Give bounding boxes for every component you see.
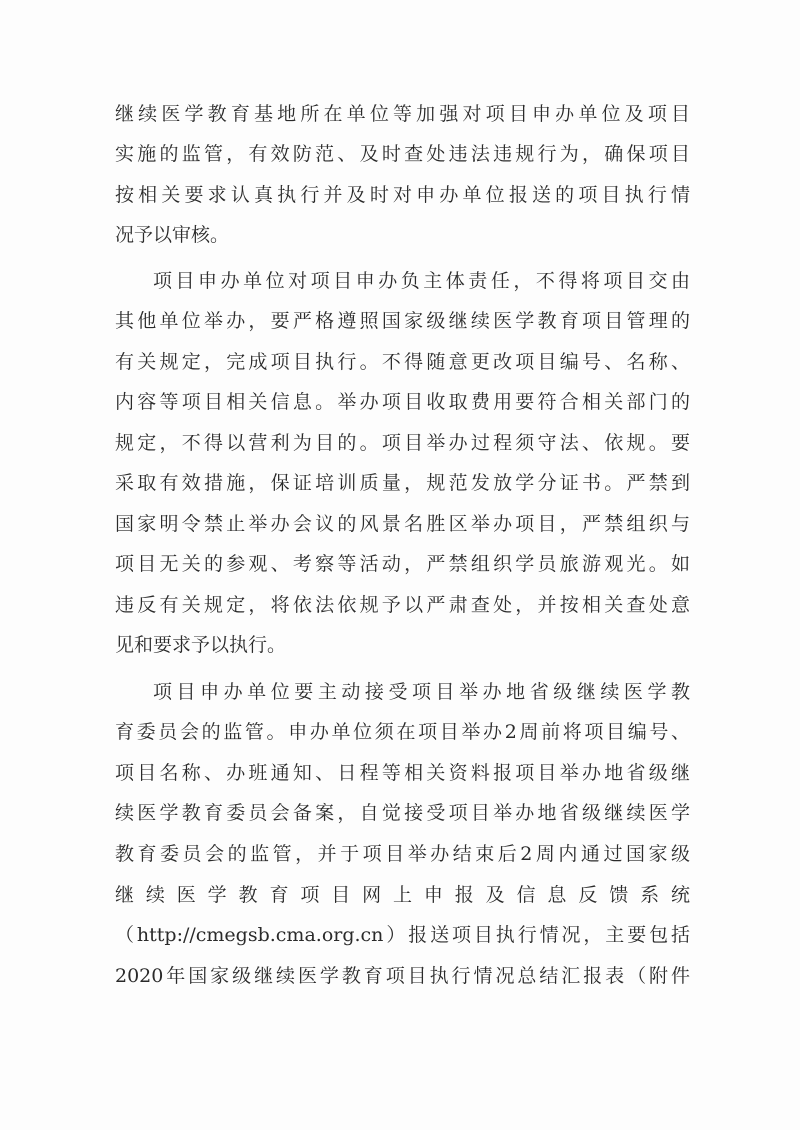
paragraph-3-line-4: 续医学教育委员会备案，自觉接受项目举办地省级继续医学 xyxy=(115,802,690,824)
paragraph-3-line-1: 项目申办单位要主动接受项目举办地省级继续医学教 xyxy=(153,681,690,703)
paragraph-3-line-7: （http://cmegsb.cma.org.cn）报送项目执行情况，主要包括 xyxy=(115,924,690,946)
paragraph-3-line-2: 育委员会的监管。申办单位须在项目举办2周前将项目编号、 xyxy=(115,721,690,743)
paragraph-2-line-8: 项目无关的参观、考察等活动，严禁组织学员旅游观光。如 xyxy=(115,553,690,575)
paragraph-2-line-5: 规定，不得以营利为目的。项目举办过程须守法、依规。要 xyxy=(115,432,690,454)
paragraph-2-line-2: 其他单位举办，要严格遵照国家级继续医学教育项目管理的 xyxy=(115,310,690,332)
paragraph-3-line-6: 继续医学教育项目网上申报及信息反馈系统 xyxy=(115,884,690,906)
paragraph-1-line-3: 按相关要求认真执行并及时对申办单位报送的项目执行情 xyxy=(115,184,690,206)
paragraph-1-line-1: 继续医学教育基地所在单位等加强对项目申办单位及项目 xyxy=(115,103,690,125)
paragraph-3-line-5: 教育委员会的监管，并于项目举办结束后2周内通过国家级 xyxy=(115,843,690,865)
paragraph-1-line-4: 况予以审核。 xyxy=(115,224,230,246)
paragraph-2-line-4: 内容等项目相关信息。举办项目收取费用要符合相关部门的 xyxy=(115,391,690,413)
paragraph-2-line-3: 有关规定，完成项目执行。不得随意更改项目编号、名称、 xyxy=(115,351,690,373)
paragraph-2-line-7: 国家明令禁止举办会议的风景名胜区举办项目，严禁组织与 xyxy=(115,513,690,535)
paragraph-3-line-3: 项目名称、办班通知、日程等相关资料报项目举办地省级继 xyxy=(115,762,690,784)
paragraph-2-line-10: 见和要求予以执行。 xyxy=(115,634,287,656)
paragraph-2-line-1: 项目申办单位对项目申办负主体责任，不得将项目交由 xyxy=(153,270,690,292)
paragraph-1-line-2: 实施的监管，有效防范、及时查处违法违规行为，确保项目 xyxy=(115,143,690,165)
paragraph-3-line-8: 2020年国家级继续医学教育项目执行情况总结汇报表（附件 xyxy=(115,965,690,987)
paragraph-2-line-9: 违反有关规定，将依法依规予以严肃查处，并按相关查处意 xyxy=(115,594,690,616)
paragraph-2-line-6: 采取有效措施，保证培训质量，规范发放学分证书。严禁到 xyxy=(115,472,690,494)
